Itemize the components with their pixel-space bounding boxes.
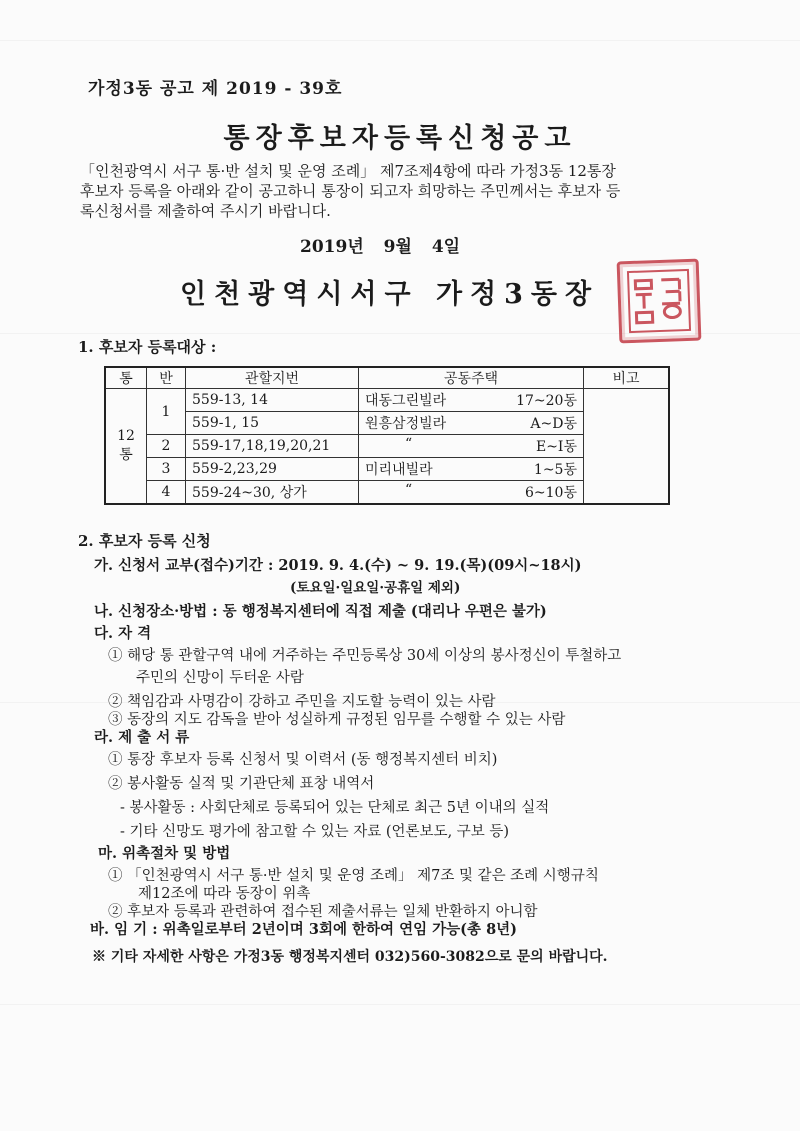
application-period: 가. 신청서 교부(접수)기간 : 2019. 9. 4.(수) ~ 9. 19.(목)(09시~18시) (94, 557, 582, 574)
intro-line-1: 「인천광역시 서구 통·반 설치 및 운영 조례」 제7조제4항에 따라 가정3동 12통장 (80, 162, 616, 180)
appointment-2: ② 후보자 등록과 관련하여 접수된 제출서류는 일체 반환하지 아니함 (108, 904, 538, 920)
col-header-ban: 반 (147, 367, 186, 389)
jibun-cell: 559-2,23,29 (186, 458, 359, 481)
apartment-name: 원흥삼정빌라 (365, 416, 447, 432)
appointment-heading: 마. 위촉절차 및 방법 (98, 845, 231, 862)
qualification-2: ② 책임감과 사명감이 강하고 주민을 지도할 능력이 있는 사람 (108, 694, 496, 710)
col-header-jibun: 관할지번 (186, 367, 359, 389)
ban-cell: 3 (147, 458, 186, 481)
document-2: ② 봉사활동 실적 및 기관단체 표창 내역서 (108, 776, 375, 792)
col-header-apartment: 공동주택 (359, 367, 584, 389)
qualification-1: ① 해당 통 관할구역 내에 거주하는 주민등록상 30세 이상의 봉사정신이 투철하고 (108, 648, 622, 664)
apartment-cell (359, 412, 584, 435)
target-area-table (104, 366, 670, 505)
jibun-cell: 559-13, 14 (186, 389, 359, 412)
jibun-cell: 559-17,18,19,20,21 (186, 435, 359, 458)
section-1-heading: 1. 후보자 등록대상 : (78, 338, 217, 356)
issuer-name: 인천광역시서구 가정3동장 (180, 279, 600, 310)
apartment-dong: E~I동 (535, 439, 577, 455)
document-title: 통장후보자등록신청공고 (223, 123, 577, 154)
apartment-cell (359, 435, 584, 458)
apartment-name: 미리내빌라 (365, 462, 433, 478)
apartment-name: “ (405, 436, 413, 452)
qualification-3: ③ 동장의 지도 감독을 받아 성실하게 규정된 임무를 수행할 수 있는 사람 (108, 712, 566, 728)
documents-heading: 라. 제 출 서 류 (94, 729, 190, 746)
contact-footer: ※ 기타 자세한 사항은 가정3동 행정복지센터 032)560-3082으로 문의 바랍니다. (92, 949, 608, 965)
intro-line-3: 록신청서를 제출하여 주시기 바랍니다. (80, 202, 331, 220)
apartment-dong: 17~20동 (516, 393, 577, 409)
official-seal-icon (617, 259, 702, 344)
col-header-remarks: 비고 (584, 367, 670, 389)
apartment-name: “ (405, 482, 413, 498)
apartment-cell (359, 481, 584, 505)
appointment-1: ① 「인천광역시 서구 통·반 설치 및 운영 조례」 제7조 및 같은 조례 시행규칙 (108, 868, 599, 884)
apartment-dong: 1~5동 (533, 462, 577, 478)
jibun-cell: 559-1, 15 (186, 412, 359, 435)
application-place: 나. 신청장소·방법 : 동 행정복지센터에 직접 제출 (대리나 우편은 불가) (94, 603, 547, 620)
tong-cell: 12통 (105, 389, 147, 505)
table-header-row (105, 367, 669, 389)
table-row (105, 389, 669, 412)
qualification-heading: 다. 자 격 (94, 625, 152, 642)
term-of-office: 바. 임 기 : 위촉일로부터 2년이며 3회에 한하여 연임 가능(총 8년) (90, 921, 518, 938)
ban-cell: 1 (147, 389, 186, 435)
document-2-other: - 기타 신망도 평가에 참고할 수 있는 자료 (언론보도, 구보 등) (120, 824, 510, 840)
section-2-heading: 2. 후보자 등록 신청 (78, 532, 211, 550)
remarks-cell (584, 389, 670, 505)
jibun-cell: 559-24~30, 상가 (186, 481, 359, 505)
notice-date: 2019년 9월 4일 (300, 237, 461, 257)
document-2-volunteer: - 봉사활동 : 사회단체로 등록되어 있는 단체로 최근 5년 이내의 실적 (120, 800, 550, 816)
apartment-cell (359, 458, 584, 481)
ban-cell: 4 (147, 481, 186, 505)
appointment-1-cont: 제12조에 따라 동장이 위촉 (138, 886, 311, 902)
apartment-cell (359, 389, 584, 412)
application-period-note: (토요일·일요일·공휴일 제외) (290, 580, 461, 596)
notice-number: 가정3동 공고 제 2019 - 39호 (88, 79, 343, 99)
apartment-dong: A~D동 (530, 416, 577, 432)
seal-pattern-icon (625, 267, 693, 335)
intro-line-2: 후보자 등록을 아래와 같이 공고하니 통장이 되고자 희망하는 주민께서는 후보자 등 (80, 182, 621, 200)
ban-cell: 2 (147, 435, 186, 458)
apartment-name: 대동그린빌라 (365, 393, 447, 409)
qualification-1-cont: 주민의 신망이 두터운 사람 (136, 670, 304, 686)
col-header-tong: 통 (105, 367, 147, 389)
apartment-dong: 6~10동 (525, 485, 577, 501)
document-1: ① 통장 후보자 등록 신청서 및 이력서 (동 행정복지센터 비치) (108, 752, 498, 768)
